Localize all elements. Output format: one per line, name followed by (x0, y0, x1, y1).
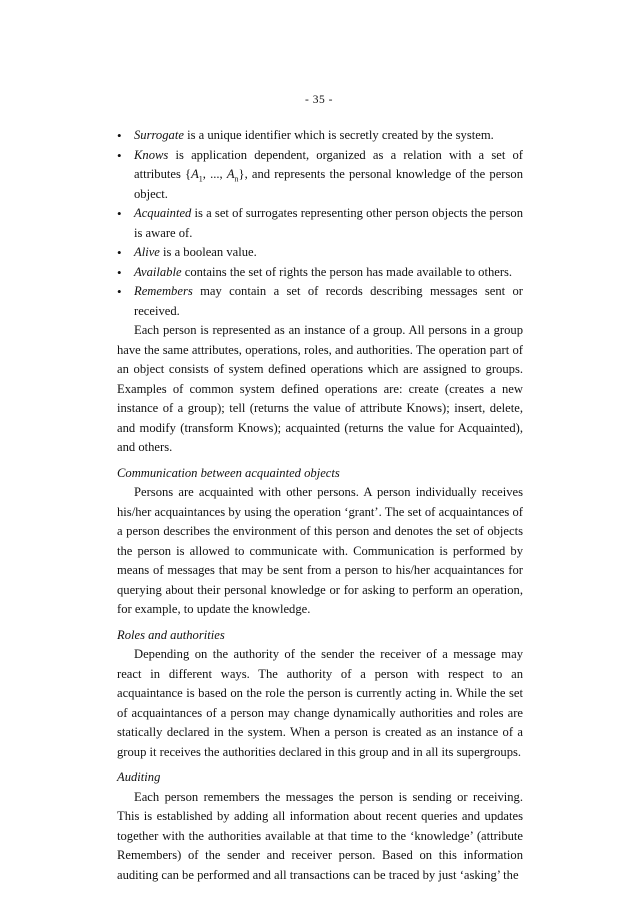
page-number: - 35 - (305, 94, 333, 106)
page-content (117, 126, 523, 885)
bullet-term: Alive (134, 245, 160, 259)
attribute-subscript: n (234, 174, 239, 184)
bullet-text: contains the set of rights the person has made available to others. (181, 264, 513, 279)
bullet-text: may contain a set of records describing messages sent or received. (134, 284, 523, 318)
bullet-text: is application dependent, organized as a relation with a set of attributes { (134, 147, 523, 181)
section-body-roles: Depending on the authority of the sender the receiver of a message may react in different ways. The authority of a person with respect to an acquaintance is based on the role the person is currently acting in. While the set of acquaintances of a person may change dynamically authorities and roles are statically declared in the system. When a person is created as an instance of a group it receives the authorities declared in this group and in all its supergroups. (117, 647, 523, 759)
attribute-bullet-list (117, 126, 523, 321)
section-body-auditing: Each person remembers the messages the person is sending or receiving. This is established by adding all information about recent queries and updates together with the authorities available at that time to the ‘knowledge’ (attribute Remembers) of the sender and receiver person. Based on this information auditing can be performed and all transactions can be traced by just ‘asking’ the (117, 789, 523, 882)
bullet-term: Available (134, 264, 182, 279)
bullet-icon: • (117, 206, 122, 221)
attribute-subscript: 1 (198, 174, 203, 184)
bullet-item-available (117, 263, 523, 283)
bullet-text: is a boolean value. (159, 245, 257, 259)
group-paragraph: Each person is represented as an instance of a group. All persons in a group have the same attributes, operations, roles, and authorities. The operation part of an object consists of system defined operations which are assigned to groups. Examples of common system defined operations are: create (creates a new instance of a group); tell (returns the value of attribute Knows); insert, delete, and modify (transform Knows); acquainted (returns the value for Acquainted), and others. (117, 323, 523, 454)
bullet-icon: • (117, 128, 122, 143)
bullet-icon: • (117, 245, 122, 260)
attribute-symbol: A (191, 167, 199, 181)
bullet-item-knows (117, 146, 523, 205)
bullet-text: }, and represents the personal knowledge of the person object. (134, 167, 524, 201)
section-heading-auditing: Auditing (117, 770, 161, 784)
bullet-term: Acquainted (134, 206, 192, 220)
bullet-term: Surrogate (134, 128, 184, 142)
bullet-term: Knows (134, 147, 169, 162)
attribute-separator: , ..., (202, 167, 227, 181)
section-heading-roles: Roles and authorities (117, 627, 225, 642)
bullet-icon: • (117, 147, 122, 163)
section-heading-communication: Communication between acquainted objects (117, 465, 340, 480)
bullet-term: Remembers (134, 284, 193, 298)
bullet-icon: • (117, 284, 122, 299)
bullet-item-alive (117, 243, 523, 263)
section-body-communication: Persons are acquainted with other persons. A person individually receives his/her acquaintances by using the operation ‘grant’. The set of acquaintances of a person describes the environment of this person and denotes the set of objects the person is allowed to communicate with. Communication is performed by means of messages that may be sent from a person to his/her acquaintances for querying about their personal knowledge or for asking to perform an operation, for example, to update the knowledge. (117, 485, 523, 616)
bullet-text: is a unique identifier which is secretly created by the system. (183, 128, 494, 142)
bullet-text: is a set of surrogates representing other person objects the person is aware of. (134, 206, 523, 240)
bullet-item-acquainted (117, 204, 523, 243)
bullet-icon: • (117, 264, 122, 280)
attribute-symbol: A (226, 167, 235, 181)
bullet-item-remembers (117, 282, 523, 321)
bullet-item-surrogate (117, 126, 523, 146)
